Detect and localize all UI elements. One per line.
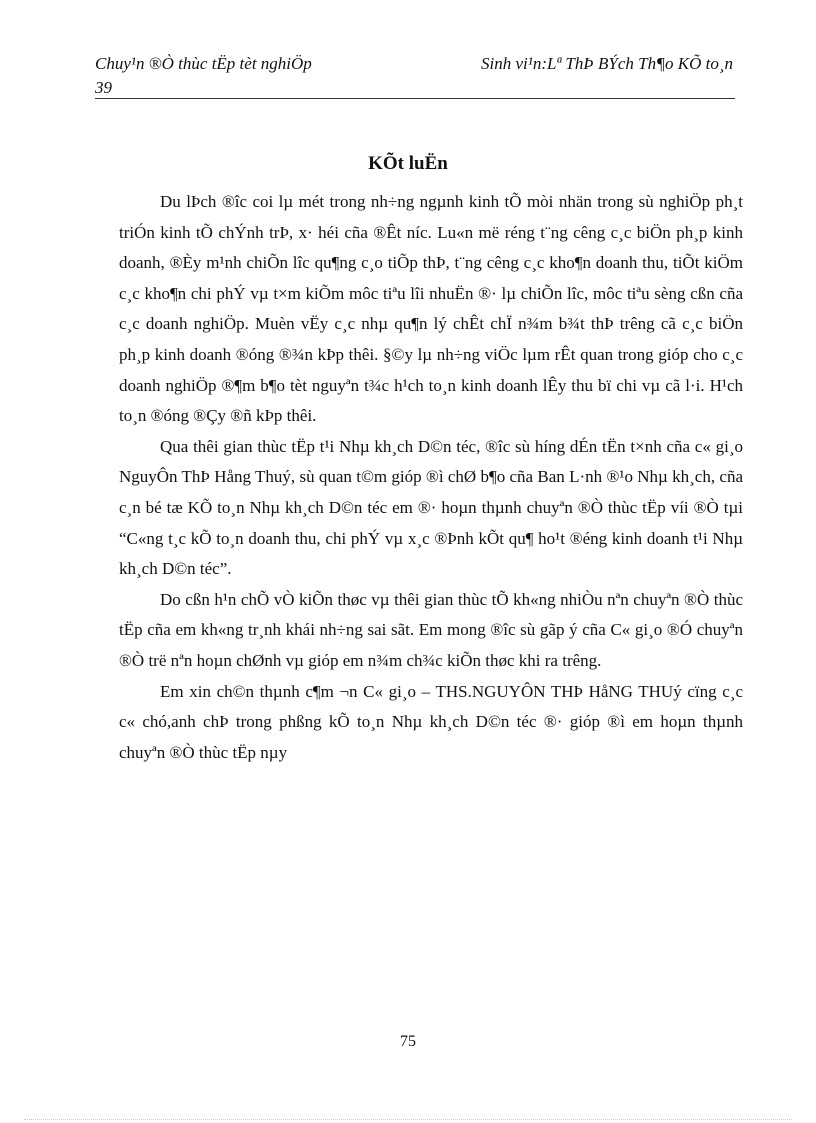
paragraph: Em xin ch©n thµnh c¶m ¬n C« gi¸o – THS.NGUYÔN THÞ HåNG THUý cïng c¸c c« chó,anh chÞ trong phßng kÕ to¸n Nhµ kh¸ch D©n téc ®· gióp ®ì em hoµn thµnh chuyªn ®Ò thùc tËp nµy (119, 681, 743, 762)
paragraph: Do cßn h¹n chÕ vÒ kiÕn thøc vµ thêi gian thùc tÕ kh«ng nhiÒu nªn chuyªn ®Ò thùc tËp cña em kh«ng tr¸nh khái nh÷ng sai sãt. Em mong ®îc sù gãp ý cña C« gi¸o ®Ó chuyªn ®Ò trë nªn hoµn chØnh vµ gióp em n¾m ch¾c kiÕn thøc khi ra trêng. (119, 589, 743, 670)
paragraph: Du lÞch ®îc coi lµ mét trong nh÷ng ngµnh kinh tÕ mòi nhän trong sù nghiÖp ph¸t triÓn kinh tÕ chÝnh trÞ, x· héi cña ®Êt níc. Lu«n më réng t¨ng cêng c¸c biÖn ph¸p kinh doanh, ®Èy m¹nh chiÕn lîc qu¶ng c¸o tiÕp thÞ, t¨ng cêng c¸c kho¶n doanh thu, tiÕt kiÖm c¸c kho¶n chi phÝ vµ t×m kiÕm môc tiªu lîi nhuËn ®· lµ chiÕn lîc, môc tiªu sèng cßn cña c¸c doanh nghiÖp. Muèn vËy c¸c nhµ qu¶n lý chÊt chÏ n¾m b¾t thÞ trêng cã c¸c biÖn ph¸p kinh doanh ®óng ®¾n kÞp thêi. §©y lµ nh÷ng viÖc lµm rÊt quan trong gióp cho c¸c doanh nghiÖp ®¶m b¶o tèt nguyªn t¾c h¹ch to¸n kinh doanh lÊy thu bï chi vµ cã l·i. H¹ch to¸n ®óng ®Çy ®ñ kÞp thêi. (119, 192, 743, 426)
header-course-title: Chuy¹n ®Ò thùc tËp tèt nghiÖp (95, 54, 312, 73)
header-left (95, 52, 312, 100)
page-bottom-divider (24, 1119, 792, 1120)
header-line-number: 39 (95, 78, 112, 97)
body-text (119, 187, 743, 768)
page-number: 75 (400, 1033, 416, 1050)
header-student-info: Sinh vi¹n:Lª ThÞ BÝch Th¶o KÕ to¸n (481, 54, 733, 73)
section-title: KÕt luËn (368, 153, 448, 174)
page-header (95, 52, 735, 99)
paragraph: Qua thêi gian thùc tËp t¹i Nhµ kh¸ch D©n téc, ®îc sù híng dÉn tËn t×nh cña c« gi¸o NguyÔn ThÞ Hång Thuý, sù quan t©m gióp ®ì chØ b¶o cña Ban L·nh ®¹o Nhµ kh¸ch, cña c¸n bé tæ KÕ to¸n Nhµ kh¸ch D©n téc em ®· hoµn thµnh chuyªn ®Ò thùc tËp víi ®Ò tµi “C«ng t¸c kÕ to¸n doanh thu, chi phÝ vµ x¸c ®Þnh kÕt qu¶ ho¹t ®éng kinh doanh t¹i Nhµ kh¸ch D©n téc”. (119, 436, 743, 579)
